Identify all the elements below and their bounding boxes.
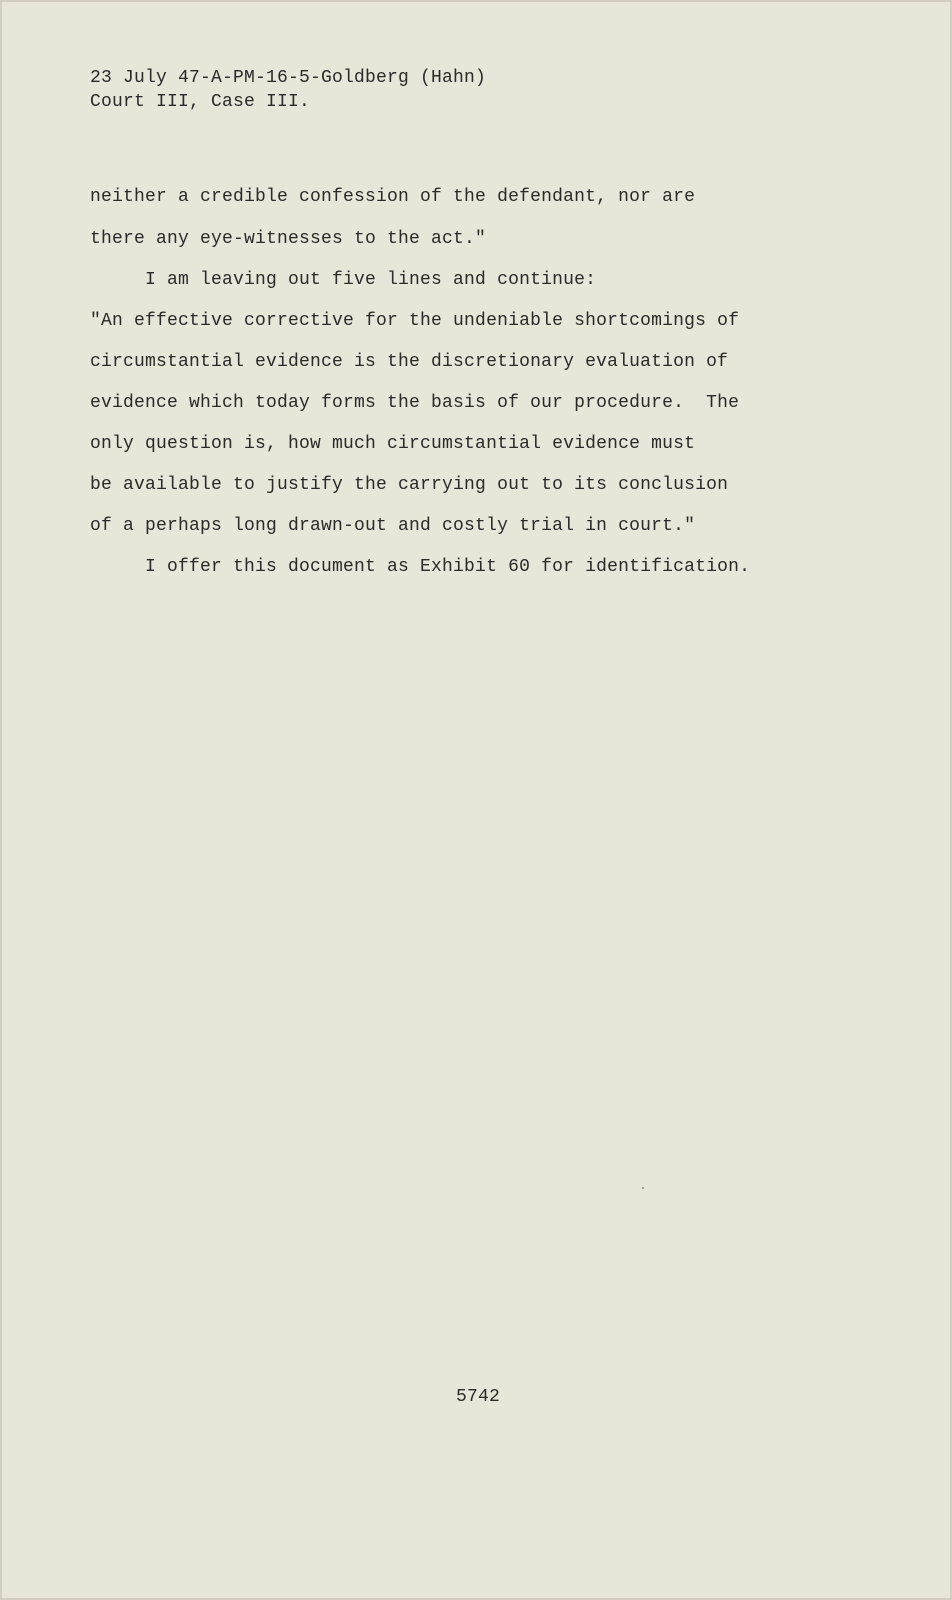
body-line-10: I offer this document as Exhibit 60 for identification. [90,557,751,577]
body-line-4: "An effective corrective for the undeniable shortcomings of [90,311,740,331]
header-line-2: Court III, Case III. [90,92,311,112]
body-line-1: neither a credible confession of the defendant, nor are [90,187,696,207]
body-line-9: of a perhaps long drawn-out and costly trial in court." [90,516,696,536]
body-line-7: only question is, how much circumstantial evidence must [90,434,696,454]
header-line-1: 23 July 47-A-PM-16-5-Goldberg (Hahn) [90,68,487,88]
body-line-8: be available to justify the carrying out to its conclusion [90,475,729,495]
body-line-2: there any eye-witnesses to the act." [90,229,487,249]
body-line-6: evidence which today forms the basis of our procedure. The [90,393,740,413]
body-line-3: I am leaving out five lines and continue: [90,270,597,290]
paper-speck [642,1187,644,1189]
document-header [90,66,486,114]
body-line-5: circumstantial evidence is the discretionary evaluation of [90,352,729,372]
page-number: 5742 [455,1387,500,1407]
